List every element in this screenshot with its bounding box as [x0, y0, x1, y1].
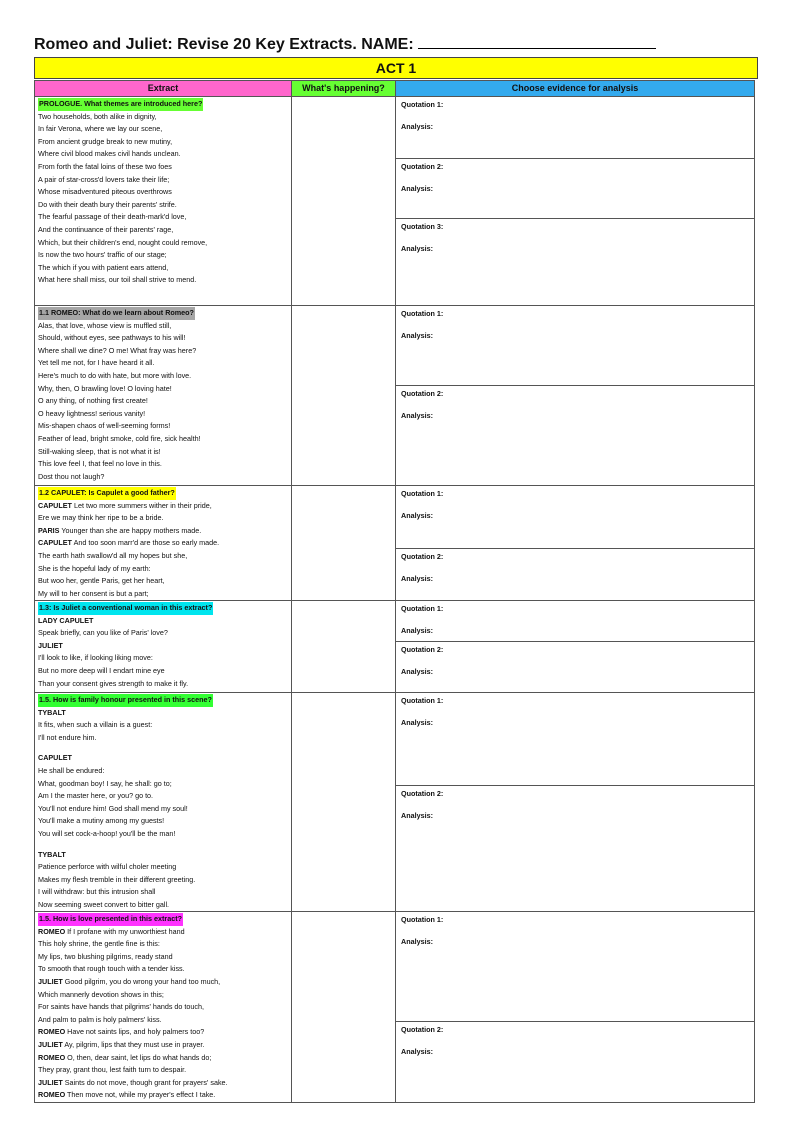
line-text: Should, without eyes, see pathways to his will!: [38, 333, 186, 343]
line-text: Younger than she are happy mothers made.: [61, 525, 202, 535]
extract-line: [38, 926, 291, 939]
line-text: You will set cock-a-hoop! you'll be the man!: [38, 828, 176, 838]
speaker-name: JULIET: [38, 1077, 63, 1087]
quotation-slot[interactable]: [396, 642, 754, 692]
section-heading: 1.5. How is family honour presented in this scene?: [38, 694, 213, 707]
evidence-cell: [396, 97, 755, 306]
quotation-label: Quotation 2:: [401, 1025, 444, 1034]
line-text: If I profane with my unworthiest hand: [67, 926, 185, 936]
quotation-label: Quotation 1:: [401, 309, 444, 318]
quotation-label: Quotation 2:: [401, 645, 444, 654]
line-text: The fearful passage of their death-mark'd love,: [38, 212, 187, 222]
line-text: Two households, both alike in dignity,: [38, 111, 157, 121]
extract-line: [38, 512, 291, 525]
extract-line: [38, 849, 291, 862]
extract-line: [38, 1001, 291, 1014]
extract-cell: [35, 693, 292, 912]
speaker-name: ROMEO: [38, 926, 66, 936]
extract-line: [38, 1026, 291, 1039]
extract-line: [38, 446, 291, 459]
extract-line: [38, 1039, 291, 1052]
line-text: They pray, grant thou, lest faith turn to despair.: [38, 1065, 187, 1075]
line-text: The which if you with patient ears attend,: [38, 262, 169, 272]
whats-happening-answer-cell[interactable]: [292, 306, 396, 486]
extract-line: [38, 174, 291, 187]
column-header-row: [35, 81, 755, 97]
extract-column-header: Extract: [35, 81, 292, 97]
line-text: The earth hath swallow'd all my hopes but she,: [38, 550, 188, 560]
happening-column-header: What's happening?: [292, 81, 396, 97]
line-text: Makes my flesh tremble in their different greeting.: [38, 874, 196, 884]
extract-line: [38, 938, 291, 951]
extract-line: [38, 989, 291, 1002]
quotation-label: Quotation 1:: [401, 915, 444, 924]
extract-line: [38, 1014, 291, 1027]
extract-line: [38, 1064, 291, 1077]
line-text: And palm to palm is holy palmers' kiss.: [38, 1014, 162, 1024]
extract-line: [38, 719, 291, 732]
quotation-slot[interactable]: [396, 1022, 754, 1102]
extract-line: [38, 790, 291, 803]
speaker-name: LADY CAPULET: [38, 615, 94, 625]
line-text: From ancient grudge break to new mutiny,: [38, 136, 173, 146]
line-text: Which mannerly devotion shows in this;: [38, 989, 164, 999]
name-blank-line[interactable]: [418, 34, 656, 49]
extract-line: [38, 471, 291, 484]
section-heading: 1.2 CAPULET: Is Capulet a good father?: [38, 487, 176, 500]
extract-line: [38, 274, 291, 287]
quotation-slot[interactable]: [396, 97, 754, 159]
line-text: Ere we may think her ripe to be a bride.: [38, 513, 164, 523]
extract-line: [38, 640, 291, 653]
extract-line: [38, 357, 291, 370]
line-text: Good pilgrim, you do wrong your hand too much,: [64, 976, 221, 986]
quotation-label: Quotation 1:: [401, 489, 444, 498]
line-text: Where shall we dine? O me! What fray was here?: [38, 345, 197, 355]
extract-cell: [35, 97, 292, 306]
quotation-slot[interactable]: [396, 549, 754, 600]
line-text: This holy shrine, the gentle fine is this:: [38, 939, 160, 949]
act-banner: ACT 1: [34, 57, 758, 79]
quotation-label: Quotation 3:: [401, 222, 444, 231]
quotation-slot[interactable]: [396, 786, 754, 911]
extract-line: [38, 211, 291, 224]
line-text: Is now the two hours' traffic of our stage;: [38, 250, 167, 260]
speaker-name: ROMEO: [38, 1090, 66, 1100]
line-text: You'll not endure him! God shall mend my soul!: [38, 803, 188, 813]
extract-line: [38, 732, 291, 745]
analysis-label: Analysis:: [401, 511, 433, 520]
extract-line: [38, 976, 291, 989]
extract-line: [38, 765, 291, 778]
extract-line: [38, 408, 291, 421]
quotation-label: Quotation 2:: [401, 389, 444, 398]
evidence-cell: [396, 306, 755, 486]
quotation-label: Quotation 1:: [401, 604, 444, 613]
analysis-label: Analysis:: [401, 122, 433, 131]
section-row: [35, 486, 755, 601]
line-text: Let two more summers wither in their pride,: [73, 500, 212, 510]
line-text: In fair Verona, where we lay our scene,: [38, 124, 163, 134]
evidence-column-header: Choose evidence for analysis: [396, 81, 755, 97]
extract-line: [38, 963, 291, 976]
extract-line: [38, 744, 291, 752]
extract-line: [38, 395, 291, 408]
whats-happening-answer-cell[interactable]: [292, 97, 396, 306]
line-text: But no more deep will I endart mine eye: [38, 665, 165, 675]
line-text: Am I the master here, or you? go to.: [38, 791, 154, 801]
line-text: Now seeming sweet convert to bitter gall.: [38, 899, 170, 909]
line-text: To smooth that rough touch with a tender kiss.: [38, 964, 185, 974]
quotation-label: Quotation 2:: [401, 552, 444, 561]
line-text: A pair of star-cross'd lovers take their life;: [38, 174, 170, 184]
speaker-name: JULIET: [38, 976, 63, 986]
extract-line: [38, 588, 291, 599]
speaker-name: CAPULET: [38, 500, 72, 510]
section-row: [35, 97, 755, 306]
extract-line: [38, 678, 291, 691]
line-text: From forth the fatal loins of these two foes: [38, 161, 172, 171]
line-text: My lips, two blushing pilgrims, ready stand: [38, 951, 173, 961]
line-text: Speak briefly, can you like of Paris' love?: [38, 628, 168, 638]
section-row: [35, 912, 755, 1103]
extract-line: [38, 345, 291, 358]
extract-line: [38, 186, 291, 199]
extract-cell: [35, 306, 292, 486]
line-text: And too soon marr'd are those so early made.: [73, 538, 220, 548]
speaker-name: JULIET: [38, 1039, 63, 1049]
line-text: Dost thou not laugh?: [38, 471, 105, 481]
extract-line: [38, 111, 291, 124]
speaker-name: TYBALT: [38, 849, 66, 859]
extract-line: [38, 665, 291, 678]
quotation-label: Quotation 1:: [401, 100, 444, 109]
line-text: Here's much to do with hate, but more with love.: [38, 370, 192, 380]
extract-line: [38, 525, 291, 538]
line-text: Which, but their children's end, nought could remove,: [38, 237, 208, 247]
line-text: What, goodman boy! I say, he shall: go to;: [38, 778, 172, 788]
extract-line: [38, 627, 291, 640]
line-text: Then move not, while my prayer's effect I take.: [67, 1090, 216, 1100]
quotation-slot[interactable]: [396, 219, 754, 305]
quotation-slot[interactable]: [396, 159, 754, 219]
speaker-name: ROMEO: [38, 1027, 66, 1037]
section-row: [35, 601, 755, 693]
extract-cell: [35, 912, 292, 1103]
analysis-label: Analysis:: [401, 811, 433, 820]
line-text: Do with their death bury their parents' strife.: [38, 199, 177, 209]
extract-line: [38, 123, 291, 136]
extract-line: [38, 951, 291, 964]
analysis-label: Analysis:: [401, 331, 433, 340]
line-text: Whose misadventured piteous overthrows: [38, 187, 172, 197]
analysis-label: Analysis:: [401, 667, 433, 676]
speaker-name: TYBALT: [38, 707, 66, 717]
extract-line: [38, 199, 291, 212]
analysis-label: Analysis:: [401, 411, 433, 420]
line-text: Patience perforce with wilful choler meeting: [38, 862, 177, 872]
section-heading: 1.5. How is love presented in this extract?: [38, 913, 183, 926]
quotation-slot[interactable]: [396, 601, 754, 642]
section-heading: 1.3: Is Juliet a conventional woman in this extract?: [38, 602, 213, 615]
quotation-label: Quotation 2:: [401, 162, 444, 171]
line-text: Than your consent gives strength to make it fly.: [38, 678, 189, 688]
line-text: This love feel I, that feel no love in this.: [38, 459, 162, 469]
section-heading: PROLOGUE. What themes are introduced here?: [38, 98, 203, 111]
quotation-slot[interactable]: [396, 693, 754, 786]
line-text: I'll look to like, if looking liking move:: [38, 653, 153, 663]
section-row: [35, 306, 755, 486]
revision-table: [34, 80, 755, 1103]
extract-line: [38, 1077, 291, 1090]
extract-line: [38, 262, 291, 275]
speaker-name: ROMEO: [38, 1052, 66, 1062]
extract-line: [38, 332, 291, 345]
extract-line: [38, 537, 291, 550]
line-text: Have not saints lips, and holy palmers too?: [67, 1027, 205, 1037]
extract-line: [38, 563, 291, 576]
section-row: [35, 693, 755, 912]
line-text: O any thing, of nothing first create!: [38, 396, 148, 406]
quotation-label: Quotation 2:: [401, 789, 444, 798]
extract-line: [38, 815, 291, 828]
extract-line: [38, 370, 291, 383]
whats-happening-answer-cell[interactable]: [292, 486, 396, 601]
speaker-name: PARIS: [38, 525, 60, 535]
line-text: For saints have hands that pilgrims' hands do touch,: [38, 1002, 204, 1012]
evidence-cell: [396, 601, 755, 693]
extract-line: [38, 161, 291, 174]
extract-cell: [35, 601, 292, 693]
analysis-label: Analysis:: [401, 937, 433, 946]
analysis-label: Analysis:: [401, 718, 433, 727]
extract-line: [38, 320, 291, 333]
analysis-label: Analysis:: [401, 184, 433, 193]
line-text: Where civil blood makes civil hands unclean.: [38, 149, 181, 159]
evidence-cell: [396, 486, 755, 601]
whats-happening-answer-cell[interactable]: [292, 601, 396, 693]
line-text: But woo her, gentle Paris, get her heart,: [38, 576, 165, 586]
extract-line: [38, 383, 291, 396]
extract-line: [38, 828, 291, 841]
extract-line: [38, 500, 291, 513]
extract-line: [38, 752, 291, 765]
whats-happening-answer-cell[interactable]: [292, 693, 396, 912]
line-text: What here shall miss, our toil shall strive to mend.: [38, 275, 197, 285]
line-text: O heavy lightness! serious vanity!: [38, 408, 146, 418]
extract-line: [38, 550, 291, 563]
section-heading: 1.1 ROMEO: What do we learn about Romeo?: [38, 307, 195, 320]
line-text: I'll not endure him.: [38, 732, 97, 742]
line-text: It fits, when such a villain is a guest:: [38, 720, 153, 730]
analysis-label: Analysis:: [401, 244, 433, 253]
line-text: O, then, dear saint, let lips do what hands do;: [67, 1052, 212, 1062]
title-text: Romeo and Juliet: Revise 20 Key Extracts. NAME:: [34, 36, 414, 53]
analysis-label: Analysis:: [401, 626, 433, 635]
line-text: Ay, pilgrim, lips that they must use in prayer.: [64, 1039, 205, 1049]
extract-line: [38, 237, 291, 250]
extract-line: [38, 575, 291, 588]
extract-line: [38, 458, 291, 471]
line-text: Why, then, O brawling love! O loving hate!: [38, 383, 172, 393]
extract-line: [38, 841, 291, 849]
extract-line: [38, 249, 291, 262]
line-text: Saints do not move, though grant for prayers' sake.: [64, 1077, 228, 1087]
line-text: Feather of lead, bright smoke, cold fire, sick health!: [38, 433, 201, 443]
quotation-slot[interactable]: [396, 912, 754, 1022]
line-text: Alas, that love, whose view is muffled still,: [38, 320, 172, 330]
extract-line: [38, 1089, 291, 1101]
line-text: Yet tell me not, for I have heard it all.: [38, 358, 155, 368]
quotation-label: Quotation 1:: [401, 696, 444, 705]
extract-line: [38, 652, 291, 665]
extract-line: [38, 861, 291, 874]
extract-line: [38, 433, 291, 446]
extract-line: [38, 778, 291, 791]
extract-line: [38, 874, 291, 887]
evidence-cell: [396, 693, 755, 912]
extract-line: [38, 899, 291, 910]
extract-line: [38, 707, 291, 720]
line-text: I will withdraw: but this intrusion shall: [38, 887, 156, 897]
extract-line: [38, 803, 291, 816]
worksheet-title: [34, 34, 656, 54]
line-text: My will to her consent is but a part;: [38, 588, 149, 598]
speaker-name: CAPULET: [38, 538, 72, 548]
line-text: Still-waking sleep, that is not what it is!: [38, 446, 161, 456]
extract-line: [38, 1052, 291, 1065]
evidence-cell: [396, 912, 755, 1103]
analysis-label: Analysis:: [401, 1047, 433, 1056]
line-text: You'll make a mutiny among my guests!: [38, 816, 165, 826]
speaker-name: JULIET: [38, 640, 63, 650]
line-text: She is the hopeful lady of my earth:: [38, 563, 151, 573]
line-text: And the continuance of their parents' rage,: [38, 224, 174, 234]
extract-line: [38, 148, 291, 161]
analysis-label: Analysis:: [401, 574, 433, 583]
quotation-slot[interactable]: [396, 386, 754, 485]
line-text: Mis-shapen chaos of well-seeming forms!: [38, 421, 171, 431]
line-text: He shall be endured:: [38, 765, 105, 775]
quotation-slot[interactable]: [396, 306, 754, 386]
extract-line: [38, 420, 291, 433]
speaker-name: CAPULET: [38, 753, 72, 763]
extract-cell: [35, 486, 292, 601]
whats-happening-answer-cell[interactable]: [292, 912, 396, 1103]
quotation-slot[interactable]: [396, 486, 754, 549]
extract-line: [38, 136, 291, 149]
extract-line: [38, 886, 291, 899]
extract-line: [38, 224, 291, 237]
extract-line: [38, 615, 291, 628]
